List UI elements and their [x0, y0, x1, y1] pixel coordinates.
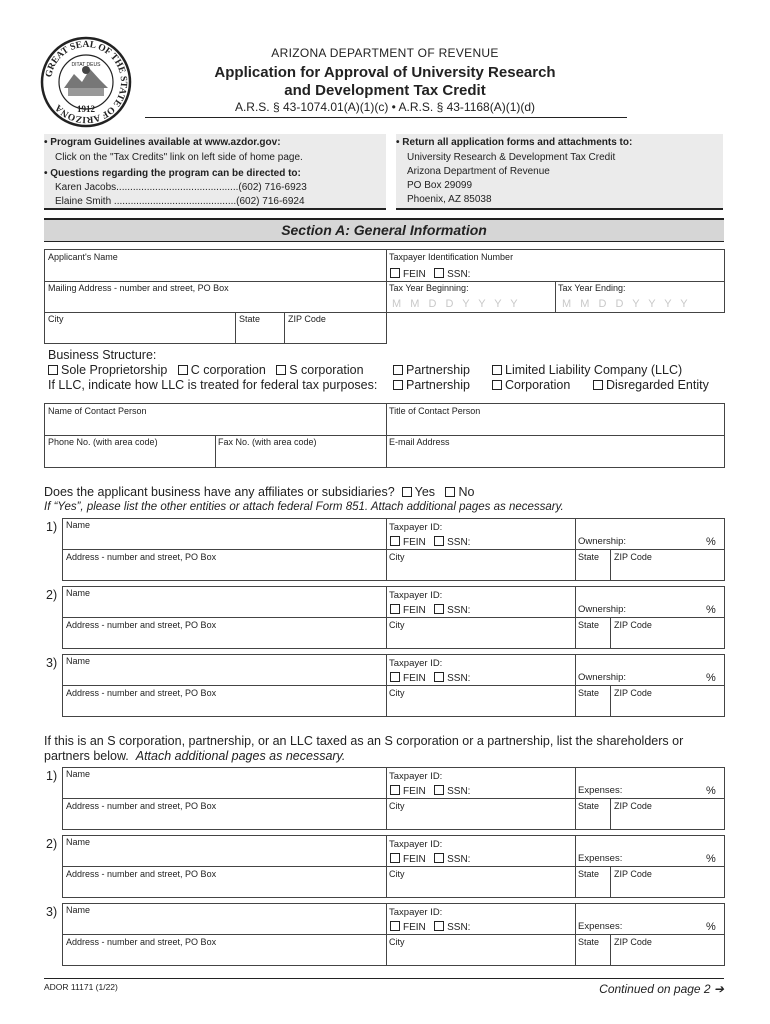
shareholder-1-state-label: State — [578, 801, 600, 811]
return-addr-3: PO Box 29099 — [407, 180, 473, 191]
c-corp-label: C corporation — [190, 363, 266, 377]
agency-name: ARIZONA DEPARTMENT OF REVENUE — [271, 46, 499, 60]
affiliate-2-city-label: City — [389, 620, 405, 630]
shareholder-2-city-label: City — [389, 869, 405, 879]
affiliate-1-fein-label: FEIN — [403, 537, 426, 548]
affiliates-instructions: If “Yes”, please list the other entities or attach federal Form 851. Attach additional pages as necessary. — [44, 501, 564, 513]
affiliates-no-label: No — [458, 485, 475, 499]
shareholder-2-fein-checkbox[interactable] — [390, 853, 400, 863]
shareholder-2-name-label: Name — [66, 837, 91, 847]
guidelines-line: • Program Guidelines available at www.azdor.gov: — [44, 137, 281, 148]
mailing-address-label: Mailing Address - number and street, PO Box — [48, 283, 229, 293]
affiliate-2-name-label: Name — [66, 588, 91, 598]
business-structure-title: Business Structure: — [48, 348, 157, 362]
shareholder-2-number: 2) — [46, 837, 58, 851]
shareholder-1-city-label: City — [389, 801, 405, 811]
shareholder-3-fein-checkbox[interactable] — [390, 921, 400, 931]
affiliate-2-taxpayer-id-label: Taxpayer ID: — [389, 590, 443, 601]
shareholder-3-number: 3) — [46, 905, 58, 919]
info-left-box — [44, 134, 386, 210]
shareholder-2-address-label: Address - number and street, PO Box — [66, 869, 217, 879]
shareholder-2-taxpayer-id-label: Taxpayer ID: — [389, 839, 443, 850]
tax-year-begin-placeholder: M M D D Y Y Y Y — [392, 298, 521, 310]
shareholders-instructions-2: partners below. — [44, 749, 129, 763]
llc-partnership-label: Partnership — [406, 378, 470, 392]
shareholder-2-right-label: Expenses: — [578, 853, 623, 864]
llc-disregarded-checkbox[interactable] — [593, 380, 603, 390]
affiliate-2-number: 2) — [46, 588, 58, 602]
seal-year: 1912 — [77, 104, 95, 114]
affiliate-3-name-field[interactable] — [62, 654, 387, 686]
affiliate-2-address-label: Address - number and street, PO Box — [66, 620, 217, 630]
statutes: A.R.S. § 43-1074.01(A)(1)(c) • A.R.S. § 43-1168(A)(1)(d) — [234, 100, 536, 114]
affiliate-3-fein-label: FEIN — [403, 673, 426, 684]
zip-label: ZIP Code — [288, 314, 326, 324]
affiliate-1-ssn-checkbox[interactable] — [434, 536, 444, 546]
affiliate-1-number: 1) — [46, 520, 58, 534]
return-addr-4: Phoenix, AZ 85038 — [407, 194, 492, 205]
affiliate-3-taxpayer-id-label: Taxpayer ID: — [389, 658, 443, 669]
affiliate-1-fein-checkbox[interactable] — [390, 536, 400, 546]
s-corp-label: S corporation — [289, 363, 364, 377]
questions-line: • Questions regarding the program can be directed to: — [44, 168, 301, 179]
state-seal — [40, 36, 132, 128]
affiliate-2-fein-checkbox[interactable] — [390, 604, 400, 614]
tin-fein-checkbox[interactable] — [390, 268, 400, 278]
affiliate-3-state-label: State — [578, 688, 600, 698]
affiliate-3-ssn-label: SSN: — [447, 673, 471, 684]
email-label: E-mail Address — [389, 437, 450, 447]
affiliates-no-checkbox[interactable] — [445, 487, 455, 497]
shareholders-instructions-3: Attach additional pages as necessary. — [135, 749, 346, 763]
shareholder-1-fein-label: FEIN — [403, 786, 426, 797]
affiliates-yes-checkbox[interactable] — [402, 487, 412, 497]
applicant-name-label: Applicant's Name — [48, 252, 118, 262]
shareholder-3-zip-label: ZIP Code — [614, 937, 652, 947]
affiliate-2-state-label: State — [578, 620, 600, 630]
shareholder-1-address-label: Address - number and street, PO Box — [66, 801, 217, 811]
return-addr-2: Arizona Department of Revenue — [407, 166, 550, 177]
seal-ring-text: GREAT SEAL OF THE STATE OF ARIZONA — [44, 39, 129, 125]
affiliate-3-fein-checkbox[interactable] — [390, 672, 400, 682]
city-field[interactable] — [44, 312, 236, 344]
shareholder-2-ssn-checkbox[interactable] — [434, 853, 444, 863]
affiliate-2-fein-label: FEIN — [403, 605, 426, 616]
partnership-checkbox[interactable] — [393, 365, 403, 375]
guidelines-instruction: Click on the "Tax Credits" link on left side of home page. — [55, 152, 303, 163]
city-label: City — [48, 314, 64, 324]
section-a-title: Section A: General Information — [281, 222, 487, 238]
tax-year-end-placeholder: M M D D Y Y Y Y — [562, 298, 691, 310]
tax-year-end-label: Tax Year Ending: — [558, 283, 626, 293]
affiliate-3-percent: % — [706, 672, 716, 684]
shareholder-3-address-label: Address - number and street, PO Box — [66, 937, 217, 947]
shareholder-1-name-label: Name — [66, 769, 91, 779]
shareholder-1-percent: % — [706, 785, 716, 797]
shareholder-2-state-label: State — [578, 869, 600, 879]
shareholder-3-ssn-checkbox[interactable] — [434, 921, 444, 931]
shareholder-3-taxpayer-id-label: Taxpayer ID: — [389, 907, 443, 918]
shareholder-2-city-field[interactable] — [386, 866, 576, 898]
affiliate-1-name-label: Name — [66, 520, 91, 530]
affiliate-3-number: 3) — [46, 656, 58, 670]
shareholder-3-name-field[interactable] — [62, 903, 387, 935]
business-structure-options — [48, 363, 364, 377]
shareholder-1-taxpayer-id-label: Taxpayer ID: — [389, 771, 443, 782]
affiliate-1-city-label: City — [389, 552, 405, 562]
affiliate-3-right-label: Ownership: — [578, 672, 627, 683]
affiliates-question: Does the applicant business have any affiliates or subsidiaries? — [44, 485, 395, 499]
return-addr-1: University Research & Development Tax Credit — [407, 152, 616, 163]
affiliate-3-city-field[interactable] — [386, 685, 576, 717]
tax-year-begin-label: Tax Year Beginning: — [389, 283, 469, 293]
shareholder-3-city-label: City — [389, 937, 405, 947]
phone-label: Phone No. (with area code) — [48, 437, 158, 447]
llc-corporation-label: Corporation — [505, 378, 571, 392]
form-title-2: and Development Tax Credit — [284, 82, 486, 99]
sole-prop-label: Sole Proprietorship — [61, 363, 168, 377]
shareholder-2-fein-label: FEIN — [403, 854, 426, 865]
continued-note: Continued on page 2 ➔ — [599, 982, 724, 996]
contact-title-label: Title of Contact Person — [389, 406, 481, 416]
state-label: State — [239, 314, 261, 324]
shareholder-3-city-field[interactable] — [386, 934, 576, 966]
shareholder-1-number: 1) — [46, 769, 58, 783]
shareholder-3-name-label: Name — [66, 905, 91, 915]
llc-disregarded-label: Disregarded Entity — [606, 378, 709, 392]
llc-label: Limited Liability Company (LLC) — [505, 363, 683, 377]
footer-rule — [44, 978, 724, 979]
affiliate-3-zip-label: ZIP Code — [614, 688, 652, 698]
shareholder-2-percent: % — [706, 853, 716, 865]
shareholder-1-name-field[interactable] — [62, 767, 387, 799]
partnership-label: Partnership — [406, 363, 470, 377]
affiliate-1-right-label: Ownership: — [578, 536, 627, 547]
affiliate-1-address-label: Address - number and street, PO Box — [66, 552, 217, 562]
affiliate-1-city-field[interactable] — [386, 549, 576, 581]
affiliate-1-ssn-label: SSN: — [447, 537, 471, 548]
llc-checkbox[interactable] — [492, 365, 502, 375]
tin-ssn-label: SSN: — [447, 269, 471, 280]
shareholder-1-right-label: Expenses: — [578, 785, 623, 796]
affiliate-2-ssn-checkbox[interactable] — [434, 604, 444, 614]
shareholder-3-percent: % — [706, 921, 716, 933]
tin-ssn-checkbox[interactable] — [434, 268, 444, 278]
shareholder-1-city-field[interactable] — [386, 798, 576, 830]
affiliate-3-name-label: Name — [66, 656, 91, 666]
shareholder-3-state-label: State — [578, 937, 600, 947]
tin-label: Taxpayer Identification Number — [389, 252, 514, 262]
contact-elaine: Elaine Smith ............................................(602) 716-6924 — [55, 196, 305, 207]
form-title-1: Application for Approval of University Research — [214, 64, 556, 81]
shareholder-3-ssn-label: SSN: — [447, 922, 471, 933]
shareholder-2-name-field[interactable] — [62, 835, 387, 867]
return-line: • Return all application forms and attachments to: — [396, 137, 633, 148]
seal-motto: DITAT DEUS — [71, 62, 101, 68]
header-rule — [145, 117, 627, 118]
tin-fein-label: FEIN — [403, 269, 426, 280]
sole-prop-checkbox[interactable] — [48, 365, 58, 375]
affiliate-3-city-label: City — [389, 688, 405, 698]
affiliate-2-right-label: Ownership: — [578, 604, 627, 615]
affiliate-1-percent: % — [706, 536, 716, 548]
form-number: ADOR 11171 (1/22) — [44, 982, 118, 992]
affiliate-2-name-field[interactable] — [62, 586, 387, 618]
affiliate-2-city-field[interactable] — [386, 617, 576, 649]
llc-corporation-checkbox[interactable] — [492, 380, 502, 390]
shareholder-1-fein-checkbox[interactable] — [390, 785, 400, 795]
llc-partnership-checkbox[interactable] — [393, 380, 403, 390]
s-corp-checkbox[interactable] — [276, 365, 286, 375]
affiliate-2-zip-label: ZIP Code — [614, 620, 652, 630]
section-a-header — [44, 218, 724, 242]
affiliate-3-ssn-checkbox[interactable] — [434, 672, 444, 682]
c-corp-checkbox[interactable] — [178, 365, 188, 375]
shareholders-instructions-1: If this is an S corporation, partnership, or an LLC taxed as an S corporation or a partnership, list the shareholders or — [44, 734, 684, 748]
affiliate-2-percent: % — [706, 604, 716, 616]
shareholder-1-zip-label: ZIP Code — [614, 801, 652, 811]
fax-label: Fax No. (with area code) — [218, 437, 317, 447]
affiliate-1-state-label: State — [578, 552, 600, 562]
affiliate-1-zip-label: ZIP Code — [614, 552, 652, 562]
affiliate-1-name-field[interactable] — [62, 518, 387, 550]
shareholder-2-ssn-label: SSN: — [447, 854, 471, 865]
shareholder-3-right-label: Expenses: — [578, 921, 623, 932]
info-right-box — [396, 134, 723, 210]
shareholder-2-zip-label: ZIP Code — [614, 869, 652, 879]
llc-question: If LLC, indicate how LLC is treated for federal tax purposes: — [48, 378, 378, 392]
affiliate-2-ssn-label: SSN: — [447, 605, 471, 616]
affiliate-3-address-label: Address - number and street, PO Box — [66, 688, 217, 698]
affiliates-yes-label: Yes — [414, 485, 436, 499]
affiliate-1-taxpayer-id-label: Taxpayer ID: — [389, 522, 443, 533]
contact-name-label: Name of Contact Person — [48, 406, 147, 416]
shareholder-1-ssn-checkbox[interactable] — [434, 785, 444, 795]
shareholder-1-ssn-label: SSN: — [447, 786, 471, 797]
contact-karen: Karen Jacobs............................................(602) 716-6923 — [55, 182, 307, 193]
shareholder-3-fein-label: FEIN — [403, 922, 426, 933]
